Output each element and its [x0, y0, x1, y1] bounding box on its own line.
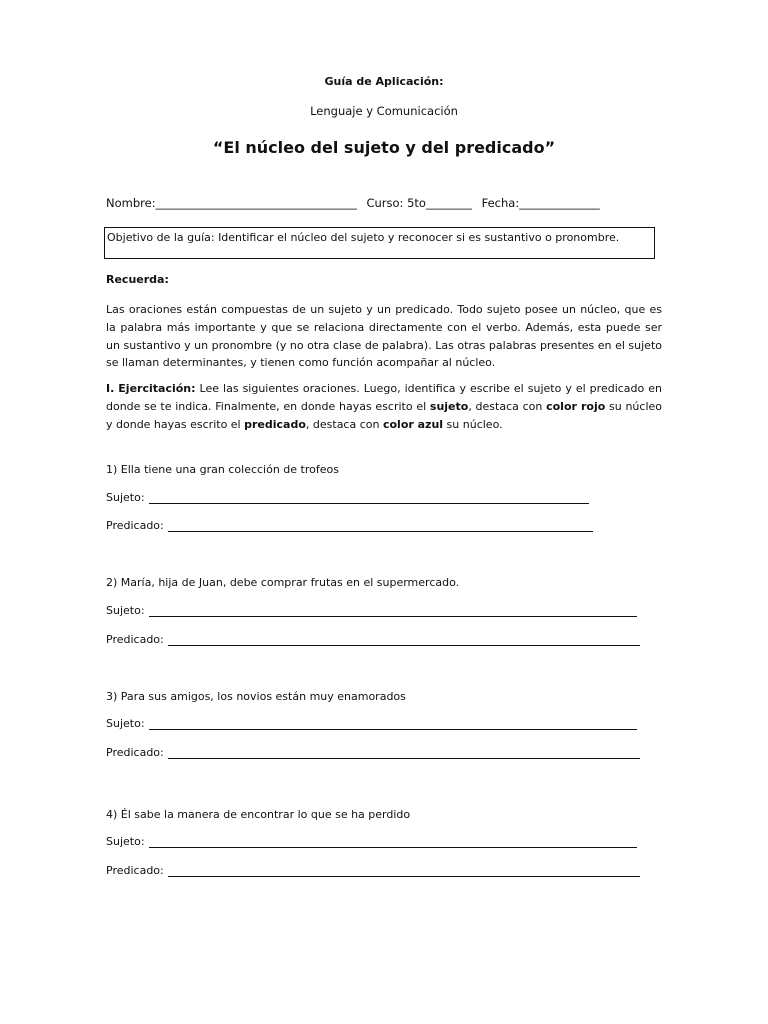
answer-sujeto-2[interactable]	[106, 604, 637, 617]
instruction-text: su núcleo.	[443, 417, 503, 431]
instruction-text: , destaca con	[305, 417, 383, 431]
predicado-label: Predicado:	[106, 746, 164, 759]
sujeto-label: Sujeto:	[106, 491, 145, 504]
answer-predicado-4[interactable]	[106, 864, 640, 877]
answer-rule[interactable]	[149, 717, 637, 730]
recuerda-text: Las oraciones están compuestas de un sujeto y un predicado. Todo sujeto posee un núcleo, que es la palabra más importante y que se relaciona directamente con el verbo. Además, esta puede ser un sustantivo y un pronombre (y no otra clase de palabra). Las otras palabras presentes en el sujeto se llaman determinantes, y tienen como función acompañar al núcleo.	[106, 303, 662, 370]
bold-color-azul: color azul	[382, 417, 444, 431]
answer-rule[interactable]	[149, 604, 637, 617]
objective-box: Objetivo de la guía: Identificar el núcleo del sujeto y reconocer si es sustantivo o pronombre.	[104, 227, 655, 259]
exercise-number: I.	[106, 382, 115, 395]
bold-predicado: predicado	[244, 417, 306, 431]
question-4: 4) Él sabe la manera de encontrar lo que se ha perdido	[106, 808, 411, 821]
answer-rule[interactable]	[168, 633, 640, 646]
instruction-text: su núcleo y donde hayas escrito el	[106, 399, 662, 431]
bold-sujeto: sujeto	[429, 399, 469, 413]
answer-predicado-2[interactable]	[106, 633, 640, 646]
sujeto-label: Sujeto:	[106, 717, 145, 730]
student-info-line	[106, 196, 600, 210]
answer-sujeto-4[interactable]	[106, 835, 637, 848]
predicado-label: Predicado:	[106, 633, 164, 646]
answer-predicado-1[interactable]	[106, 519, 593, 532]
answer-rule[interactable]	[168, 864, 640, 877]
guide-label: Guía de Aplicación:	[324, 75, 444, 88]
answer-predicado-3[interactable]	[106, 746, 640, 759]
exercise-instructions	[106, 380, 662, 433]
predicado-label: Predicado:	[106, 519, 164, 532]
instruction-text: Lee las siguientes oraciones. Luego, identifica y escribe el sujeto y el predicado en donde se te indica. Finalmente, en donde hayas escrito el	[106, 382, 662, 413]
answer-rule[interactable]	[168, 746, 640, 759]
question-1: 1) Ella tiene una gran colección de trofeos	[106, 463, 339, 476]
instruction-text: , destaca con	[468, 399, 547, 413]
answer-rule[interactable]	[168, 519, 593, 532]
answer-sujeto-3[interactable]	[106, 717, 637, 730]
nombre-field[interactable]: Nombre:___________________________________	[106, 196, 357, 210]
recuerda-heading: Recuerda:	[106, 273, 169, 286]
answer-rule[interactable]	[149, 835, 637, 848]
sujeto-label: Sujeto:	[106, 835, 145, 848]
question-3: 3) Para sus amigos, los novios están muy enamorados	[106, 690, 406, 703]
bold-color-rojo: color rojo	[546, 399, 606, 413]
question-2: 2) María, hija de Juan, debe comprar frutas en el supermercado.	[106, 576, 460, 589]
sujeto-label: Sujeto:	[106, 604, 145, 617]
curso-field[interactable]: Curso: 5to________	[366, 196, 472, 210]
fecha-field[interactable]: Fecha:______________	[481, 196, 600, 210]
predicado-label: Predicado:	[106, 864, 164, 877]
subject-label: Lenguaje y Comunicación	[310, 104, 458, 118]
answer-rule[interactable]	[149, 491, 589, 504]
page-title: “El núcleo del sujeto y del predicado”	[212, 138, 556, 157]
exercise-heading: Ejercitación:	[118, 382, 196, 395]
answer-sujeto-1[interactable]	[106, 491, 589, 504]
